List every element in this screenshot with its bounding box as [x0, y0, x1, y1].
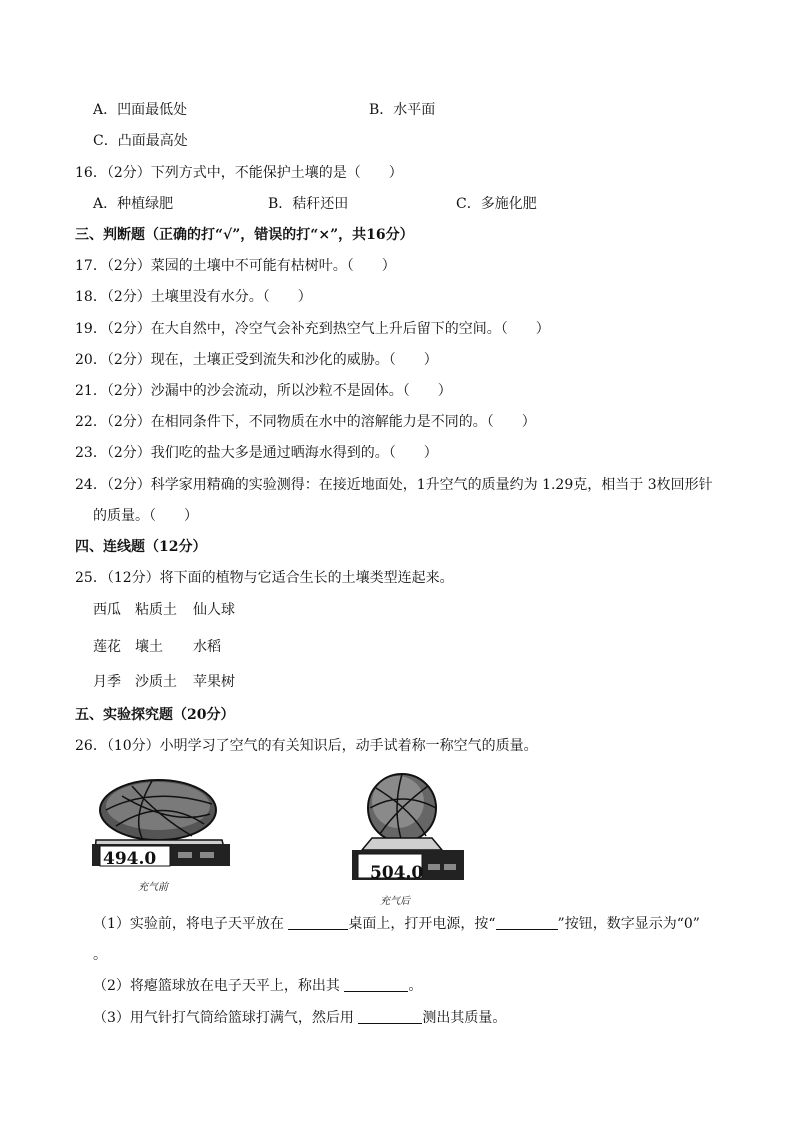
q26-part1-blank-1[interactable] — [288, 915, 348, 930]
q16-option-a: A．种植绿肥 — [93, 196, 174, 212]
q26-stem: 26．（10分）小明学习了空气的有关知识后，动手试着称一称空气的质量。 — [75, 738, 538, 754]
judgment-19: 19．（2分）在大自然中，冷空气会补充到热空气上升后留下的空间。（ ） — [75, 321, 550, 337]
q26-part1-end: 。 — [93, 947, 107, 963]
scale-after-caption: 充气后 — [380, 896, 410, 907]
q25-plant-left: 莲花 — [93, 639, 121, 655]
section-5-title: 五、实验探究题（20分） — [75, 707, 235, 723]
q25-plant-right: 苹果树 — [193, 674, 235, 690]
scale-after-reading: 504.0 — [370, 863, 424, 883]
q15-option-c: C．凸面最高处 — [93, 133, 188, 149]
q25-soil-type: 壤土 — [135, 639, 163, 655]
q25-plant-left: 月季 — [93, 674, 121, 690]
q25-soil-type: 粘质土 — [135, 602, 177, 618]
q16-option-c: C．多施化肥 — [456, 196, 537, 212]
q16-option-b: B．秸秆还田 — [268, 196, 349, 212]
judgment-18: 18．（2分）土壤里没有水分。（ ） — [75, 289, 312, 305]
q16-stem: 16．（2分）下列方式中，不能保护土壤的是（ ） — [75, 165, 403, 181]
q26-part1 — [93, 915, 700, 933]
q26-part2 — [93, 977, 422, 995]
judgment-24: 24．（2分）科学家用精确的实验测得：在接近地面处，1升空气的质量约为 1.29克，相当于 3枚回形针 — [75, 477, 713, 493]
q26-part1-blank-2[interactable] — [496, 915, 558, 930]
q26-part3-text-b: 测出其质量。 — [422, 1010, 507, 1026]
q25-plant-left: 西瓜 — [93, 602, 121, 618]
q25-plant-right: 水稻 — [193, 639, 221, 655]
q26-part2-blank[interactable] — [344, 977, 408, 992]
scale-before-caption: 充气前 — [138, 882, 168, 893]
q26-part3-blank[interactable] — [358, 1009, 422, 1024]
scale-before-reading: 494.0 — [103, 849, 157, 869]
q26-part2-text-b: 。 — [408, 978, 423, 994]
q25-plant-right: 仙人球 — [193, 602, 235, 618]
judgment-22: 22．（2分）在相同条件下，不同物质在水中的溶解能力是不同的。（ ） — [75, 414, 536, 430]
section-3-title: 三、判断题（正确的打“√”，错误的打“×”，共16分） — [75, 227, 414, 243]
q26-part3 — [93, 1009, 506, 1027]
q26-part1-text-b: 桌面上，打开电源，按“ — [348, 916, 496, 932]
q25-stem: 25．（12分）将下面的植物与它适合生长的土壤类型连起来。 — [75, 570, 454, 586]
judgment-24-cont: 的质量。（ ） — [93, 508, 198, 524]
judgment-21: 21．（2分）沙漏中的沙会流动，所以沙粒不是固体。（ ） — [75, 383, 452, 399]
judgment-20: 20．（2分）现在，土壤正受到流失和沙化的威胁。（ ） — [75, 352, 438, 368]
section-4-title: 四、连线题（12分） — [75, 539, 207, 555]
q26-part2-text-a: （2）将瘪篮球放在电子天平上，称出其 — [93, 978, 340, 994]
q15-option-a: A．凹面最低处 — [93, 102, 188, 118]
q26-part1-text-c: ”按钮，数字显示为“0” — [557, 916, 700, 932]
q26-part1-text-a: （1）实验前，将电子天平放在 — [93, 916, 284, 932]
q15-option-b: B．水平面 — [369, 102, 436, 118]
q25-soil-type: 沙质土 — [135, 674, 177, 690]
judgment-23: 23．（2分）我们吃的盐大多是通过晒海水得到的。（ ） — [75, 445, 438, 461]
judgment-17: 17．（2分）菜园的土壤中不可能有枯树叶。（ ） — [75, 258, 396, 274]
q26-part3-text-a: （3）用气针打气筒给篮球打满气，然后用 — [93, 1010, 354, 1026]
